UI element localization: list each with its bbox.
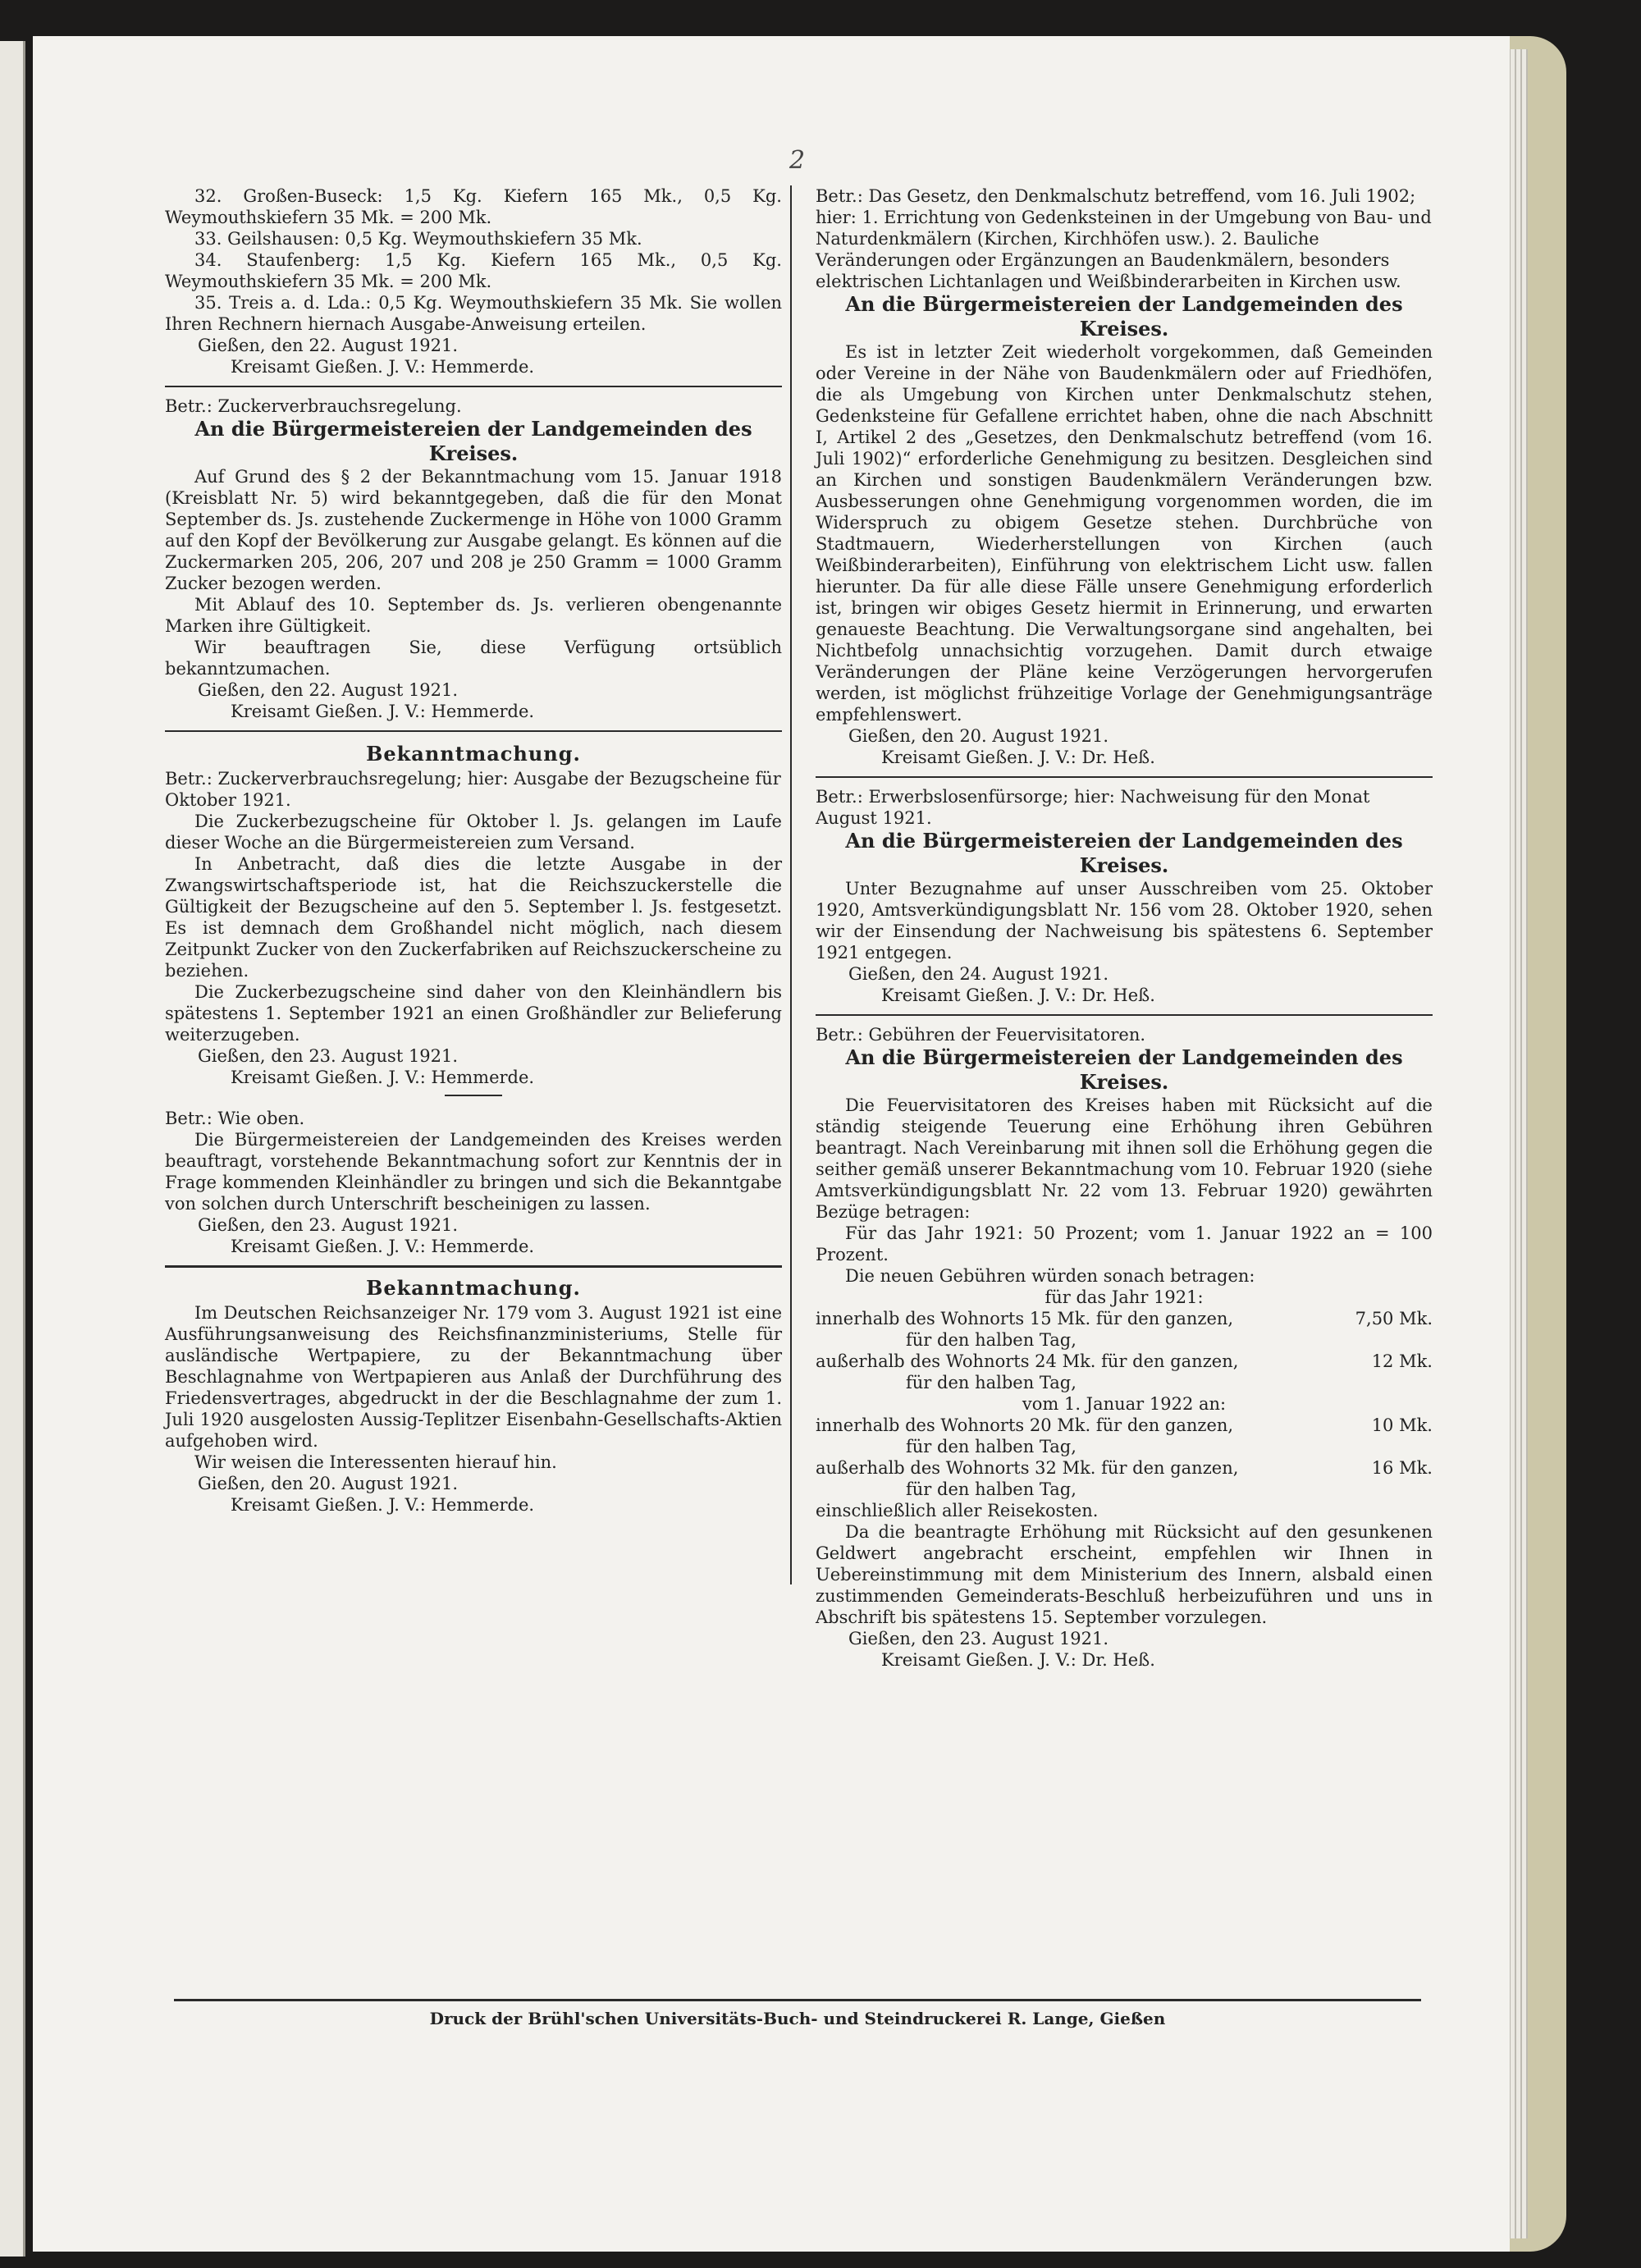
fee-note: für den halben Tag, <box>906 1479 1076 1499</box>
signature: Kreisamt Gießen. J. V.: Dr. Heß. <box>881 985 1155 1005</box>
fee-amount: 7,50 Mk. <box>1355 1309 1433 1328</box>
fee-description: außerhalb des Wohnorts 32 Mk. für den ganzen, <box>816 1458 1239 1478</box>
facing-page-edge <box>0 41 25 2257</box>
left-column <box>165 185 782 1516</box>
list-item: 35. Treis a. d. Lda.: 0,5 Kg. Weymouthskiefern 35 Mk. Sie wollen Ihren Rechnern hiernach Ausgabe-Anweisung erteilen. <box>165 293 782 334</box>
date-line: Gießen, den 22. August 1921. <box>198 680 459 700</box>
addressee-heading: An die Bürgermeistereien der Landgemeinden des Kreises. <box>194 417 752 465</box>
fee-period-label: für das Jahr 1921: <box>1044 1287 1204 1307</box>
body-paragraph: Mit Ablauf des 10. September ds. Js. verlieren obengenannte Marken ihre Gültigkeit. <box>165 595 782 636</box>
subject-line: Betr.: Erwerbslosenfürsorge; hier: Nachweisung für den Monat August 1921. <box>816 787 1370 828</box>
body-paragraph: Da die beantragte Erhöhung mit Rücksicht auf den gesunkenen Geldwert angebracht erscheint, empfehlen wir Ihnen in Uebereinstimmung mit dem Ministerium des Innern, alsbald einen zustimmenden Gemeinderats-Beschluß herbeizuführen und uns in Abschrift bis spätestens 15. September vorzulegen. <box>816 1522 1433 1627</box>
addressee-heading: An die Bürgermeistereien der Landgemeinden des Kreises. <box>845 1045 1403 1094</box>
fee-row <box>816 1351 1433 1372</box>
date-line: Gießen, den 20. August 1921. <box>198 1474 459 1493</box>
body-paragraph: Im Deutschen Reichsanzeiger Nr. 179 vom 3. August 1921 ist eine Ausführungsanweisung des Reichsfinanzministeriums, Stelle für ausländische Wertpapiere, zu der Bekanntmachung über Beschlagnahme von Wertpapieren aus Anlaß der Durchführung des Friedensvertrages, abgedruckt in der die Beschlagnahme der zum 1. Juli 1920 ausgelosten Aussig-Teplitzer Eisenbahn-Gesellschafts-Aktien aufgehoben wird. <box>165 1303 782 1451</box>
body-paragraph: Die Zuckerbezugscheine sind daher von den Kleinhändlern bis spätestens 1. September 1921 an einen Großhändler zur Belieferung weiterzugeben. <box>165 982 782 1045</box>
date-line: Gießen, den 24. August 1921. <box>848 964 1109 984</box>
fee-row <box>816 1415 1433 1436</box>
date-line: Gießen, den 23. August 1921. <box>848 1629 1109 1648</box>
fee-amount: 12 Mk. <box>1371 1351 1433 1371</box>
divider <box>816 1014 1433 1016</box>
signature: Kreisamt Gießen. J. V.: Hemmerde. <box>231 357 535 377</box>
signature: Kreisamt Gießen. J. V.: Dr. Heß. <box>881 1650 1155 1670</box>
section-title: Bekanntmachung. <box>366 1276 581 1300</box>
notice-sugar-october <box>165 740 782 1257</box>
divider <box>165 1265 782 1268</box>
body-paragraph: Wir weisen die Interessenten hierauf hin. <box>194 1452 557 1472</box>
printer-imprint: Druck der Brühl'schen Universitäts-Buch- und Steindruckerei R. Lange, Gießen <box>429 2009 1166 2028</box>
fee-description: außerhalb des Wohnorts 24 Mk. für den ganzen, <box>816 1351 1239 1371</box>
body-paragraph: Die Zuckerbezugscheine für Oktober l. Js. gelangen im Laufe dieser Woche an die Bürgermeistereien zum Versand. <box>165 812 782 853</box>
fee-note: für den halben Tag, <box>906 1437 1076 1456</box>
body-paragraph: Die Bürgermeistereien der Landgemeinden des Kreises werden beauftragt, vorstehende Bekanntmachung sofort zur Kenntnis der in Frage kommenden Kleinhändler zu bringen und sich die Bekanntgabe von solchen durch Unterschrift bescheinigen zu lassen. <box>165 1130 782 1214</box>
subject-line: Betr.: Das Gesetz, den Denkmalschutz betreffend, vom 16. Juli 1902; hier: 1. Errichtung von Gedenksteinen in der Umgebung von Bau- und Naturdenkmälern (Kirchen, Kirchhöfen usw.). 2. Bauliche Veränderungen oder Ergänzungen an Baudenkmälern, besonders elektrischen Lichtanlagen und Weißbinderarbeiten in Kirchen usw. <box>816 186 1432 291</box>
date-line: Gießen, den 22. August 1921. <box>198 336 459 355</box>
fee-note: für den halben Tag, <box>906 1373 1076 1392</box>
notice-sugar-september <box>165 396 782 722</box>
body-paragraph: Die neuen Gebühren würden sonach betragen: <box>845 1266 1255 1286</box>
date-line: Gießen, den 23. August 1921. <box>198 1215 459 1235</box>
fee-row <box>816 1308 1433 1329</box>
signature: Kreisamt Gießen. J. V.: Hemmerde. <box>231 1237 535 1256</box>
fee-note: einschließlich aller Reisekosten. <box>816 1501 1099 1520</box>
subject-line: Betr.: Gebühren der Feuervisitatoren. <box>816 1025 1146 1045</box>
date-line: Gießen, den 20. August 1921. <box>848 726 1109 746</box>
footer-rule <box>174 1999 1421 2001</box>
body-paragraph: Die Feuervisitatoren des Kreises haben mit Rücksicht auf die ständig steigende Teuerung eine Erhöhung ihren Gebühren beantragt. Nach Vereinbarung mit ihnen soll die Erhöhung gegen die seither gemäß unserer Bekanntmachung vom 10. Februar 1920 (siehe Amtsverkündigungsblatt Nr. 22 vom 13. Februar 1920) gewährten Bezüge betragen: <box>816 1095 1433 1222</box>
fee-note: für den halben Tag, <box>906 1330 1076 1350</box>
notice-fire-inspectors <box>816 1024 1433 1671</box>
subject-line: Betr.: Zuckerverbrauchsregelung; hier: Ausgabe der Bezugscheine für Oktober 1921. <box>165 769 781 810</box>
notice-seedlings <box>165 185 782 377</box>
body-paragraph: Für das Jahr 1921: 50 Prozent; vom 1. Januar 1922 an = 100 Prozent. <box>816 1223 1433 1264</box>
signature: Kreisamt Gießen. J. V.: Hemmerde. <box>231 1495 535 1515</box>
subject-line: Betr.: Zuckerverbrauchsregelung. <box>165 396 462 416</box>
body-paragraph: Unter Bezugnahme auf unser Ausschreiben vom 25. Oktober 1920, Amtsverkündigungsblatt Nr. 156 vom 28. Oktober 1920, sehen wir der Einsendung der Nachweisung bis spätestens 6. September 1921 entgegen. <box>816 879 1433 963</box>
subject-line: Betr.: Wie oben. <box>165 1109 305 1128</box>
notice-securities <box>165 1274 782 1516</box>
divider <box>816 776 1433 778</box>
short-divider <box>445 1095 502 1096</box>
fee-row <box>816 1457 1433 1479</box>
page-number: 2 <box>789 146 806 175</box>
column-divider <box>790 185 792 1584</box>
body-paragraph: In Anbetracht, daß dies die letzte Ausgabe in der Zwangswirtschaftsperiode ist, hat die Reichszuckerstelle die Gültigkeit der Bezugscheine auf den 5. September l. Js. festgesetzt. Es ist demnach dem Großhandel nicht möglich, nach diesem Zeitpunkt Zucker von den Zuckerfabriken auf Reichszuckerscheine zu beziehen. <box>165 854 782 981</box>
signature: Kreisamt Gießen. J. V.: Hemmerde. <box>231 1068 535 1087</box>
body-paragraph: Wir beauftragen Sie, diese Verfügung ortsüblich bekanntzumachen. <box>165 638 782 679</box>
fee-period-label: vom 1. Januar 1922 an: <box>1022 1394 1227 1414</box>
divider <box>165 386 782 387</box>
list-item: 34. Staufenberg: 1,5 Kg. Kiefern 165 Mk., 0,5 Kg. Weymouthskiefern 35 Mk. = 200 Mk. <box>165 250 782 291</box>
signature: Kreisamt Gießen. J. V.: Hemmerde. <box>231 702 535 721</box>
fee-amount: 16 Mk. <box>1371 1458 1433 1478</box>
fee-description: innerhalb des Wohnorts 20 Mk. für den ganzen, <box>816 1415 1234 1435</box>
right-column <box>816 185 1433 1671</box>
body-paragraph: Es ist in letzter Zeit wiederholt vorgekommen, daß Gemeinden oder Vereine in der Nähe von Baudenkmälern oder auf Friedhöfen, die als Umgebung von Kirchen unter Denkmalschutz stehen, Gedenksteine für Gefallene errichtet haben, ohne die nach Abschnitt I, Artikel 2 des „Gesetzes, den Denkmalschutz betreffend (vom 16. Juli 1902)“ erforderliche Genehmigung zu besitzen. Desgleichen sind an Kirchen und sonstigen Baudenkmälern Veränderungen bzw. Ausbesserungen ohne Genehmigung vorgenommen worden, die im Widerspruch zu obigem Gesetze stehen. Durchbrüche von Stadtmauern, Wiederherstellungen von Kirchen (auch Weißbinderarbeiten), Einführung von elektrischem Licht usw. fallen hierunter. Da für alle diese Fälle unsere Genehmigung erforderlich ist, bringen wir obiges Gesetz hiermit in Erinnerung, und erwarten genaueste Beachtung. Die Verwaltungsorgane sind angehalten, bei Nichtbefolg unnachsichtig vorzugehen. Damit durch etwaige Veränderungen der Pläne keine Verzögerungen hervorgerufen werden, ist möglichst frühzeitige Vorlage der Genehmigungsanträge empfehlenswert. <box>816 342 1433 725</box>
date-line: Gießen, den 23. August 1921. <box>198 1046 459 1066</box>
list-item: 33. Geilshausen: 0,5 Kg. Weymouthskiefern 35 Mk. <box>194 229 642 249</box>
divider <box>165 730 782 732</box>
notice-unemployment <box>816 786 1433 1006</box>
notice-monument-protection <box>816 185 1433 768</box>
body-paragraph: Auf Grund des § 2 der Bekanntmachung vom 15. Januar 1918 (Kreisblatt Nr. 5) wird bekanntgegeben, daß die für den Monat September ds. Js. zustehende Zuckermenge in Höhe von 1000 Gramm auf den Kopf der Bevölkerung zur Ausgabe gelangt. Es können auf die Zuckermarken 205, 206, 207 und 208 je 250 Gramm = 1000 Gramm Zucker bezogen werden. <box>165 467 782 593</box>
section-title: Bekanntmachung. <box>366 742 581 766</box>
addressee-heading: An die Bürgermeistereien der Landgemeinden des Kreises. <box>845 292 1403 341</box>
addressee-heading: An die Bürgermeistereien der Landgemeinden des Kreises. <box>845 829 1403 877</box>
fee-amount: 10 Mk. <box>1371 1415 1433 1435</box>
fee-description: innerhalb des Wohnorts 15 Mk. für den ganzen, <box>816 1309 1234 1328</box>
signature: Kreisamt Gießen. J. V.: Dr. Heß. <box>881 748 1155 767</box>
list-item: 32. Großen-Buseck: 1,5 Kg. Kiefern 165 Mk., 0,5 Kg. Weymouthskiefern 35 Mk. = 200 Mk. <box>165 186 782 227</box>
